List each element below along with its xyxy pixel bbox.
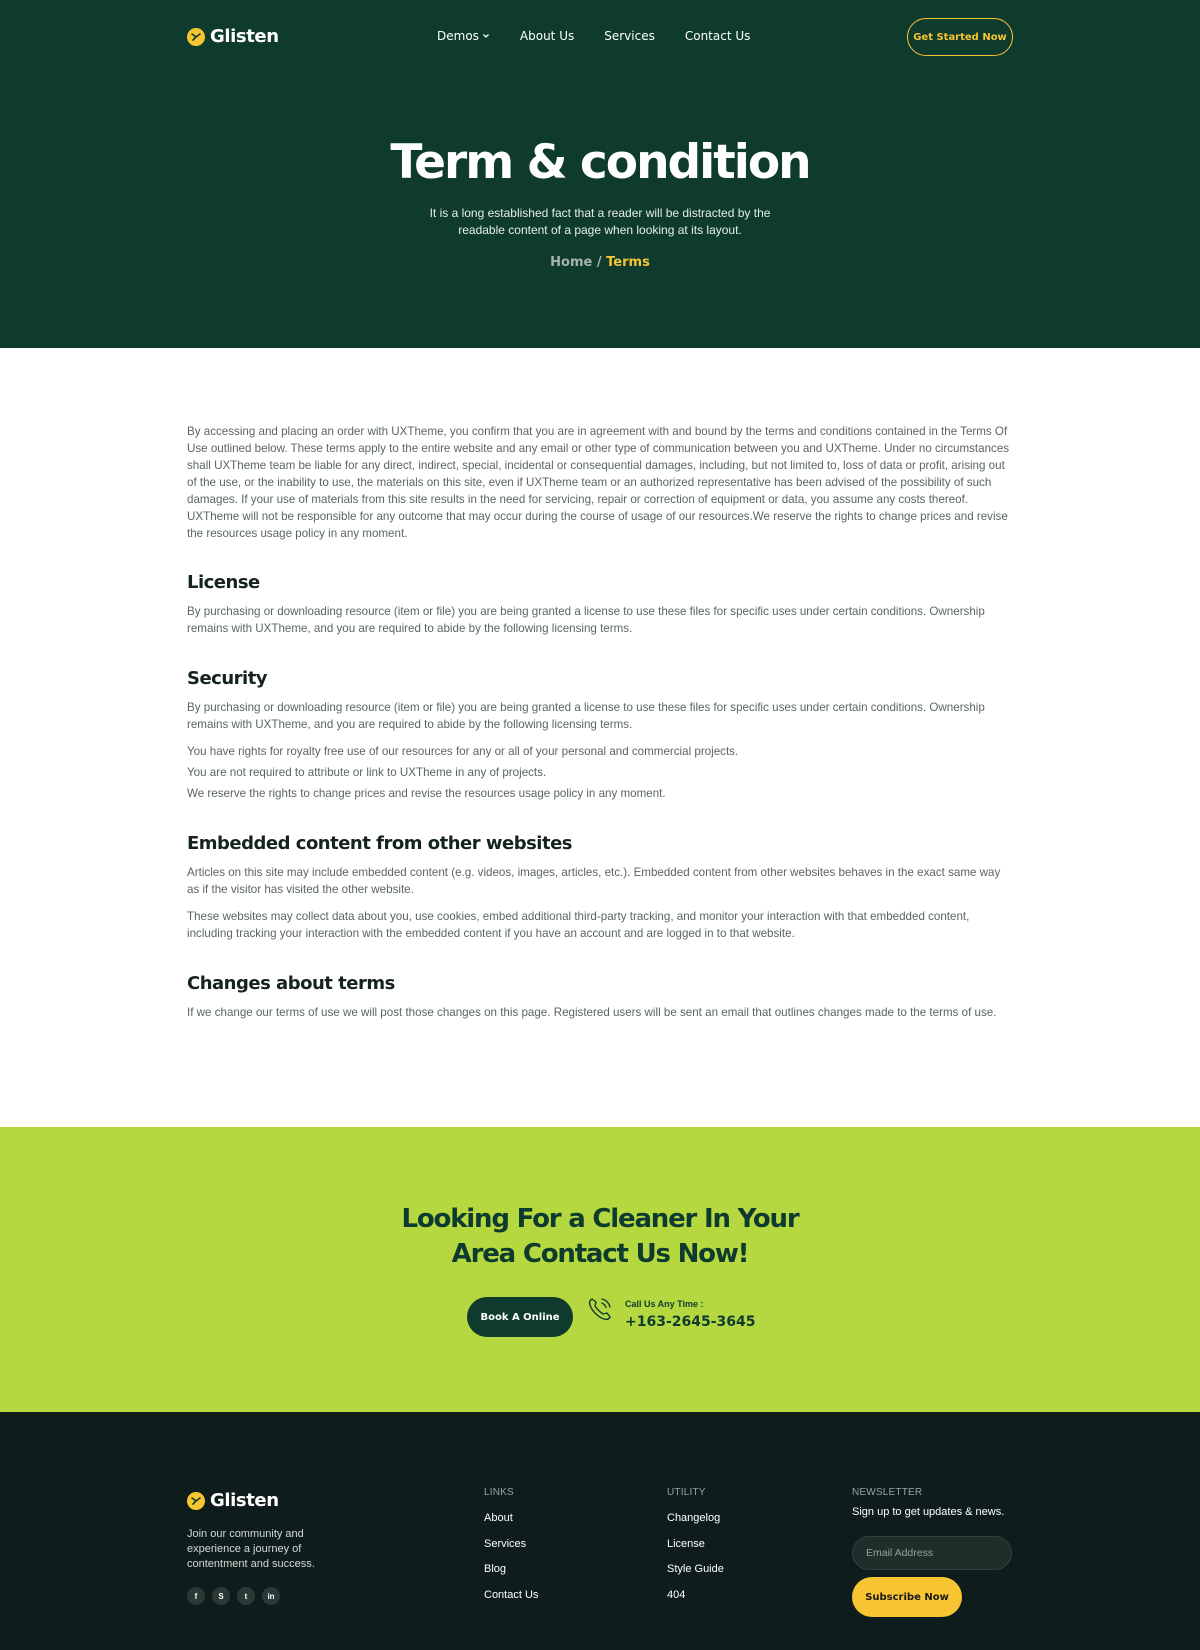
nav-item-demos[interactable] [437,29,490,43]
footer-link-contact-us[interactable]: Contact Us [484,1588,539,1601]
nav-item-contact-us[interactable] [685,29,751,43]
cta-heading-line: Looking For a Cleaner In Your [401,1204,799,1234]
get-started-button[interactable]: Get Started Now [907,18,1013,56]
logo-icon [187,28,205,46]
license-heading: License [187,572,260,593]
book-online-button[interactable]: Book A Online [467,1297,573,1337]
page-title: Term & condition [390,135,810,190]
footer-brand-logo[interactable] [187,1490,279,1511]
footer-link-style-guide[interactable]: Style Guide [667,1563,724,1576]
footer-link-about[interactable]: About [484,1512,513,1524]
footer-links-column [484,1487,538,1614]
footer-link-blog[interactable]: Blog [484,1563,507,1576]
cta-heading [350,1202,850,1272]
logo-icon [187,1492,205,1510]
breadcrumb-home-link[interactable]: Home / [550,255,602,270]
facebook-icon[interactable]: f [187,1587,205,1605]
list-item: We reserve the rights to change prices and revise the resources usage policy in any moment. [187,787,666,800]
embedded-paragraph-1: Articles on this site may include embedded content (e.g. videos, images, articles, etc.). Embedded content from other websites behaves in the exact same way as if the visitor has visited the other website. [187,866,1001,896]
nav-item-label: Services [604,29,655,43]
phone-icon [586,1295,614,1323]
breadcrumb-current: Terms [606,255,650,270]
list-item: You have rights for royalty free use of our resources for any or all of your personal and commercial projects. [187,745,739,758]
cta-heading-line: Area Contact Us Now! [451,1239,749,1269]
skype-icon[interactable]: S [212,1587,230,1605]
twitter-icon[interactable]: t [237,1587,255,1605]
footer-link-changelog[interactable]: Changelog [667,1512,721,1524]
nav-item-label: About Us [519,29,575,43]
footer-newsletter-column [852,1487,1004,1518]
newsletter-text: Sign up to get updates & news. [852,1506,1005,1518]
phone-number-link[interactable]: +163-2645-3645 [625,1314,756,1330]
social-links [187,1587,280,1605]
footer-tagline: Join our community and experience a journey of contentment and success. [187,1528,315,1570]
hero-section [0,0,1200,348]
embedded-paragraph-2: These websites may collect data about you, use cookies, embed additional third-party tracking, and monitor your interaction with that embedded content, including tracking your interaction with the embedded content if you have an account and are logged in to that website. [187,910,970,940]
footer-link-services[interactable]: Services [484,1537,527,1550]
footer [0,1412,1200,1650]
nav-menu [437,29,750,43]
nav-item-services[interactable] [604,29,655,43]
brand-name: Glisten [210,1490,279,1511]
list-item: You are not required to attribute or link to UXTheme in any of projects. [187,766,547,779]
call-label: Call Us Any Time : [625,1299,704,1309]
page-subtitle: It is a long established fact that a reader will be distracted by the readable content of a page when looking at its layout. [429,206,771,237]
footer-column-heading: NEWSLETTER [852,1487,923,1498]
chevron-down-icon [482,32,490,40]
top-navigation [187,18,1013,56]
contact-cta-section [0,1127,1200,1412]
footer-link-404[interactable]: 404 [667,1588,686,1601]
footer-link-license[interactable]: License [667,1537,705,1550]
footer-column-heading: UTILITY [667,1487,706,1498]
changes-paragraph: If we change our terms of use we will post those changes on this page. Registered users will be sent an email that outlines changes made to the terms of use. [187,1006,997,1019]
linkedin-icon[interactable]: in [262,1587,280,1605]
footer-utility-column [667,1487,724,1614]
breadcrumb [0,255,1200,270]
security-heading: Security [187,668,268,689]
changes-heading: Changes about terms [187,973,395,994]
license-paragraph: By purchasing or downloading resource (item or file) you are being granted a license to use these files for specific uses under certain conditions. Ownership remains with UXTheme, and you are required to abide by the following licensing terms. [187,605,985,635]
subscribe-button[interactable]: Subscribe Now [852,1577,962,1617]
nav-item-label: Demos [437,29,479,43]
email-field[interactable] [852,1536,1012,1570]
brand-name: Glisten [210,26,279,47]
footer-column-heading: LINKS [484,1487,514,1498]
terms-content [187,423,1013,1021]
brand-logo[interactable] [187,26,279,47]
intro-paragraph: By accessing and placing an order with UXTheme, you confirm that you are in agreement with and bound by the terms and conditions contained in the Terms Of Use outlined below. These terms apply to the entire website and any email or other type of communication between you and UXTheme. Under no circumstances shall UXTheme team be liable for any direct, indirect, special, incidental or consequential damages, including, but not limited to, loss of data or profit, arising out of the use, or the inability to use, the materials on this site, even if UXTheme team or an authorized representative has been advised of the possibility of such damages. If your use of materials from this site results in the need for servicing, repair or correction of equipment or data, you assume any costs thereof. UXTheme will not be responsible for any outcome that may occur during the course of usage of our resources.We reserve the rights to change prices and revise the resources usage policy in any moment. [187,425,1010,540]
security-paragraph: By purchasing or downloading resource (item or file) you are being granted a license to use these files for specific uses under certain conditions. Ownership remains with UXTheme, and you are required to abide by the following licensing terms. [187,701,985,731]
nav-item-about-us[interactable] [520,29,574,43]
nav-item-label: Contact Us [684,29,751,43]
embedded-content-heading: Embedded content from other websites [187,833,572,854]
